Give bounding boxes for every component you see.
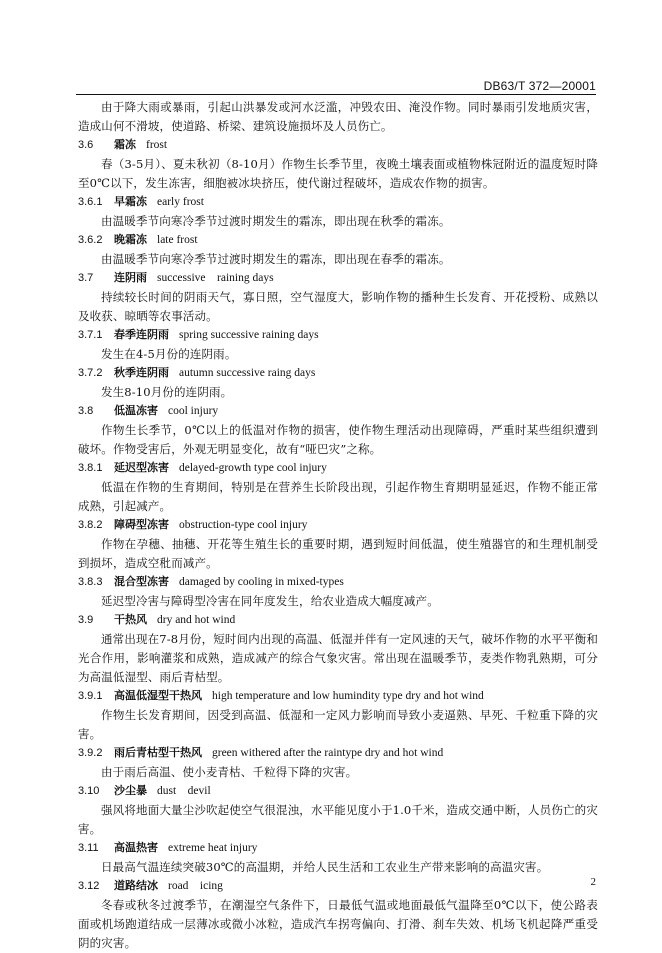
intro-paragraph: 由于降大雨或暴雨，引起山洪暴发或河水泛滥，冲毁农田、淹没作物。同时暴雨引发地质灾害，造成山何不滑坡，使道路、桥梁、建筑设施损坏及人员伤亡。 [78, 100, 598, 133]
term-chinese: 高温热害 [114, 842, 158, 854]
section-number: 3.6 [78, 139, 94, 151]
section-heading [78, 839, 598, 858]
term-section [78, 231, 598, 269]
term-section [78, 269, 598, 326]
term-chinese: 晚霜冻 [114, 234, 147, 246]
section-number: 3.6.1 [78, 196, 103, 208]
term-english: spring successive raining days [179, 329, 319, 341]
definition-text: 延迟型冷害与障碍型冷害在同年度发生，给农业造成大幅度减产。 [101, 594, 439, 608]
header-rule [76, 94, 596, 95]
term-section [78, 402, 598, 459]
section-heading [78, 231, 598, 250]
section-heading [78, 877, 598, 896]
term-english: frost [146, 139, 168, 151]
section-heading [78, 136, 598, 155]
definition-text: 发生在4-5月份的连阴雨。 [101, 347, 237, 361]
definition-text: 低温在作物的生育期间，特别是在营养生长阶段出现，引起作物生育期明显延迟，作物不能正常成熟，引起减产。 [78, 480, 598, 513]
section-number: 3.9.1 [78, 690, 103, 702]
section-heading [78, 611, 598, 630]
term-chinese: 混合型冻害 [114, 576, 169, 588]
term-english: dry and hot wind [157, 614, 236, 626]
term-english: early frost [157, 196, 204, 208]
term-section [78, 687, 598, 744]
section-number: 3.8 [78, 405, 94, 417]
term-english: damaged by cooling in mixed-types [179, 576, 344, 588]
definition-text: 作物在孕穗、抽穗、开花等生殖生长的重要时期，遇到短时间低温，使生殖器官的和生理机制受到损坏，造成空秕而减产。 [78, 537, 598, 570]
definition-text: 强风将地面大量尘沙吹起使空气很混浊，水平能见度小于1.0千米，造成交通中断，人员伤亡的灾害。 [78, 803, 598, 836]
term-english: extreme heat injury [168, 842, 258, 854]
section-heading [78, 402, 598, 421]
term-chinese: 延迟型冻害 [114, 462, 169, 474]
definition-text: 春（3-5月）、夏未秋初（8-10月）作物生长季节里，夜晚土壤表面或植物株冠附近的温度短时降至0℃以下，发生冻害，细胞被冰块挤压，使代谢过程破坏，造成农作物的损害。 [78, 157, 598, 190]
term-english: late frost [157, 234, 198, 246]
term-chinese: 高温低湿型干热风 [114, 690, 202, 702]
term-section [78, 611, 598, 687]
term-section [78, 744, 598, 782]
definition-text: 发生8-10月份的连阴雨。 [101, 385, 233, 399]
term-section [78, 193, 598, 231]
section-number: 3.12 [78, 880, 100, 892]
section-heading [78, 516, 598, 535]
term-chinese: 春季连阴雨 [114, 329, 169, 341]
section-heading [78, 193, 598, 212]
document-body [78, 98, 598, 953]
section-number: 3.9 [78, 614, 94, 626]
definition-text: 持续较长时间的阴雨天气，寡日照，空气湿度大，影响作物的播种生长发育、开花授粉、成熟以及收获、晾晒等农事活动。 [78, 290, 598, 323]
section-number: 3.9.2 [78, 747, 103, 759]
section-number: 3.8.2 [78, 519, 103, 531]
section-heading [78, 687, 598, 706]
term-chinese: 障碍型冻害 [114, 519, 169, 531]
definition-text: 由于雨后高温、使小麦青枯、千粒得下降的灾害。 [101, 765, 358, 779]
term-section [78, 326, 598, 364]
term-chinese: 道路结冰 [114, 880, 158, 892]
section-heading [78, 459, 598, 478]
section-number: 3.7.2 [78, 367, 103, 379]
section-heading [78, 364, 598, 383]
term-english: delayed-growth type cool injury [179, 462, 327, 474]
definition-text: 作物生长发育期间，因受到高温、低湿和一定风力影响而导致小麦逼熟、早死、千粒重下降的灾害。 [78, 708, 598, 741]
standard-number: DB63/T 372—20001 [483, 79, 596, 93]
term-english: green withered after the raintype dry and hot wind [212, 747, 444, 759]
term-section [78, 573, 598, 611]
section-number: 3.7.1 [78, 329, 103, 341]
term-chinese: 霜冻 [114, 139, 136, 151]
term-chinese: 连阴雨 [114, 272, 147, 284]
term-chinese: 秋季连阴雨 [114, 367, 169, 379]
term-english: dust devil [157, 785, 211, 797]
term-english: high temperature and low humindity type dry and hot wind [212, 690, 484, 702]
definition-text: 作物生长季节，0℃以上的低温对作物的损害，使作物生理活动出现障碍，严重时某些组织遭到破坏。作物受害后，外观无明显变化，故有“哑巴灾”之称。 [78, 423, 598, 456]
section-heading [78, 326, 598, 345]
term-chinese: 雨后青枯型干热风 [114, 747, 202, 759]
term-section [78, 782, 598, 839]
term-section [78, 516, 598, 573]
section-number: 3.7 [78, 272, 94, 284]
section-number: 3.10 [78, 785, 100, 797]
definition-text: 冬春或秋冬过渡季节，在潮湿空气条件下，日最低气温或地面最低气温降至0℃以下，使公路表面或机场跑道结成一层薄冰或微小冰粒，造成汽车拐弯偏向、打滑、刹车失效、机场飞机起降严重受阴的灾害。 [78, 898, 598, 950]
section-number: 3.8.1 [78, 462, 103, 474]
term-english: autumn successive raing days [179, 367, 316, 379]
term-section [78, 136, 598, 193]
term-section [78, 459, 598, 516]
section-number: 3.6.2 [78, 234, 103, 246]
term-english: cool injury [168, 405, 219, 417]
section-heading [78, 782, 598, 801]
section-number: 3.8.3 [78, 576, 103, 588]
term-chinese: 低温冻害 [114, 405, 158, 417]
term-english: obstruction-type cool injury [179, 519, 308, 531]
term-section [78, 839, 598, 877]
term-english: road icing [168, 880, 223, 892]
definition-text: 由温暖季节向寒冷季节过渡时期发生的霜冻，即出现在秋季的霜冻。 [101, 214, 451, 228]
term-chinese: 沙尘暴 [114, 785, 147, 797]
section-number: 3.11 [78, 842, 99, 854]
term-section [78, 877, 598, 953]
term-section [78, 364, 598, 402]
term-chinese: 早霜冻 [114, 196, 147, 208]
definition-text: 通常出现在7-8月份，短时间内出现的高温、低湿并伴有一定风速的天气，破坏作物的水平平衡和光合作用，影响灌浆和成熟，造成减产的综合气象灾害。常出现在温暖季节，麦类作物乳熟期，可分为高温低湿型、雨后青枯型。 [78, 632, 598, 684]
term-chinese: 干热风 [114, 614, 147, 626]
section-heading [78, 744, 598, 763]
page-number: 2 [590, 876, 596, 888]
definition-text: 由温暖季节向寒冷季节过渡时期发生的霜冻，即出现在春季的霜冻。 [101, 252, 451, 266]
section-heading [78, 269, 598, 288]
section-list [78, 136, 598, 953]
definition-text: 日最高气温连续突破30℃的高温期，并给人民生活和工农业生产带来影响的高温灾害。 [101, 860, 549, 874]
section-heading [78, 573, 598, 592]
term-english: successive raining days [157, 272, 274, 284]
